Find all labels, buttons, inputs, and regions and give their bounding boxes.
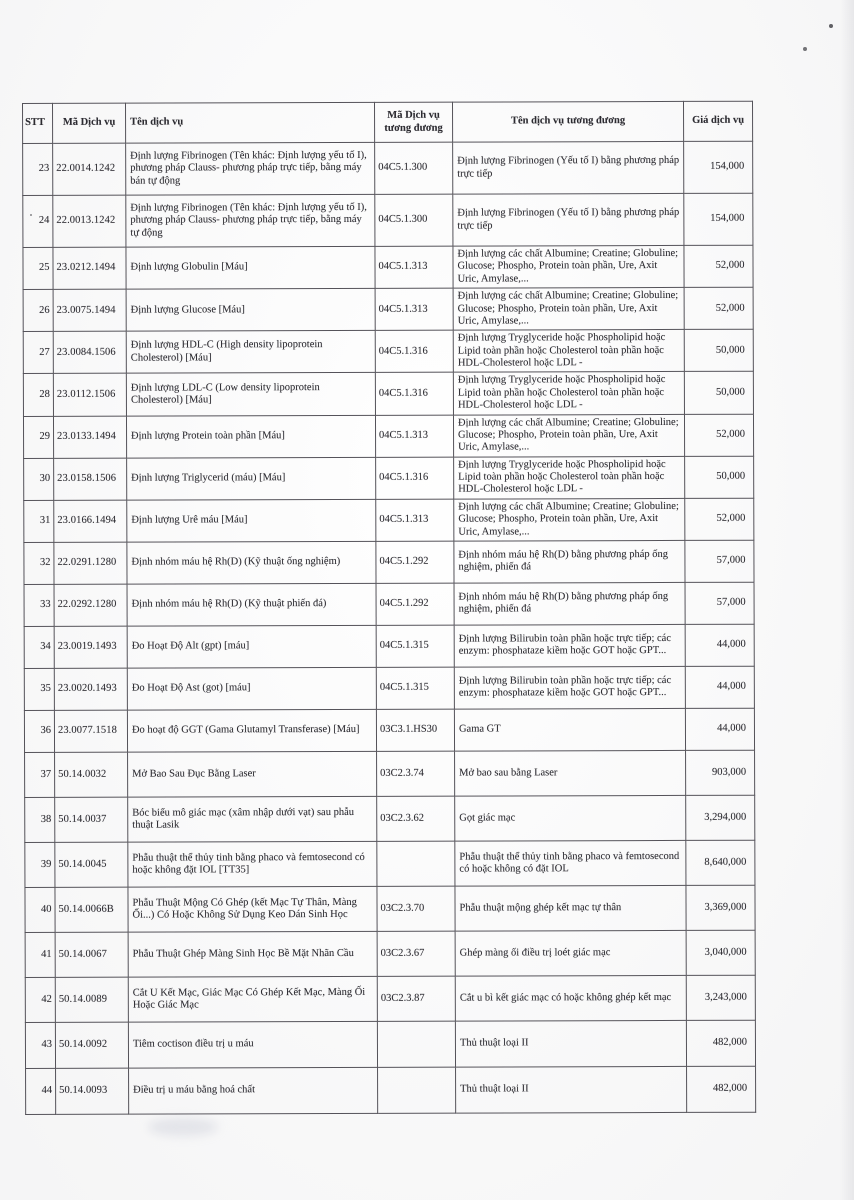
table-row	[25, 975, 755, 1022]
stt-cell: 33	[24, 584, 54, 626]
equiv-code-cell: 04C5.1.292	[376, 583, 454, 625]
table-row	[23, 141, 753, 195]
service-code-cell: 50.14.0092	[55, 1022, 128, 1068]
header-stt: STT	[23, 103, 53, 143]
table-row	[23, 245, 753, 289]
service-code-cell: 50.14.0045	[55, 842, 128, 887]
header-service-code: Mã Dịch vụ	[53, 103, 126, 143]
stt-cell: 32	[24, 542, 54, 584]
header-equiv-code: Mã Dịch vụ tương đương	[374, 102, 452, 142]
price-cell: 154,000	[684, 193, 753, 245]
price-cell: 52,000	[684, 414, 753, 456]
price-cell: 8,640,000	[686, 840, 755, 885]
table-row	[24, 498, 754, 542]
service-name-cell: Định lượng Protein toàn phần [Máu]	[126, 415, 375, 458]
service-code-cell: 23.0075.1494	[53, 289, 126, 331]
price-cell: 3,294,000	[686, 795, 755, 840]
price-cell: 154,000	[684, 141, 753, 193]
price-cell: 50,000	[684, 329, 753, 371]
service-name-cell: Mở Bao Sau Đục Bằng Laser	[128, 751, 377, 797]
equiv-code-cell: 03C2.3.62	[377, 796, 455, 841]
service-code-cell: 23.0158.1506	[54, 458, 127, 500]
equiv-name-cell: Gọt giác mạc	[455, 795, 686, 841]
equiv-code-cell: 04C5.1.315	[376, 625, 454, 667]
equiv-code-cell: 03C2.3.67	[377, 931, 455, 976]
stt-cell: 39	[25, 842, 55, 887]
stt-cell: 28	[23, 374, 53, 416]
service-name-cell: Tiêm coctison điều trị u máu	[128, 1021, 377, 1068]
stt-cell: 31	[24, 500, 54, 542]
service-code-cell: 50.14.0037	[55, 797, 128, 842]
service-name-cell: Định lượng Urê máu [Máu]	[127, 499, 376, 542]
equiv-code-cell: 04C5.1.315	[376, 667, 454, 709]
equiv-code-cell: 03C3.1.HS30	[376, 709, 454, 751]
header-equiv-name: Tên dịch vụ tương đương	[452, 101, 683, 142]
price-cell: 44,000	[685, 666, 754, 708]
price-cell: 52,000	[684, 287, 753, 329]
service-code-cell: 23.0133.1494	[53, 416, 126, 458]
price-cell: 44,000	[685, 708, 754, 750]
service-name-cell: Đo Hoạt Độ Alt (gpt) [máu]	[127, 625, 376, 668]
equiv-name-cell: Định lượng các chất Albumine; Creatine; Globuline; Glucose; Phospho, Protein toàn phần, Ure, Axit Uric, Amylase,...	[454, 498, 685, 541]
table-row	[24, 708, 754, 752]
equiv-code-cell	[378, 1067, 456, 1113]
table-row	[25, 750, 755, 797]
price-cell: 482,000	[686, 1020, 755, 1066]
service-code-cell: 22.0292.1280	[54, 584, 127, 626]
equiv-name-cell: Thủ thuật loại II	[456, 1066, 687, 1113]
price-cell: 57,000	[685, 582, 754, 624]
equiv-code-cell: 04C5.1.313	[375, 246, 453, 288]
service-code-cell: 50.14.0093	[56, 1068, 129, 1114]
equiv-name-cell: Ghép màng ối điều trị loét giác mạc	[455, 930, 686, 976]
service-name-cell: Đo Hoạt Độ Ast (got) [máu]	[127, 667, 376, 710]
service-name-cell: Định lượng Globulin [Máu]	[126, 246, 375, 289]
equiv-name-cell: Định nhóm máu hệ Rh(D) bằng phương pháp ống nghiệm, phiến đá	[454, 540, 685, 583]
scan-artifact-dot	[803, 47, 807, 51]
equiv-name-cell: Mở bao sau bằng Laser	[455, 750, 686, 796]
price-cell: 903,000	[686, 750, 755, 795]
price-cell: 50,000	[685, 456, 754, 498]
table-row	[23, 414, 753, 458]
service-code-cell: 23.0084.1506	[53, 331, 126, 373]
service-code-cell: 50.14.0066B	[55, 887, 128, 932]
table-row	[24, 540, 754, 584]
equiv-name-cell: Định lượng Bilirubin toàn phần hoặc trực tiếp; các enzym: phosphataze kiềm hoặc GOT hoặc GPT...	[454, 624, 685, 667]
equiv-name-cell: Gama GT	[454, 708, 685, 751]
stt-cell: 26	[23, 290, 53, 332]
table-header	[23, 101, 753, 143]
service-name-cell: Đo hoạt độ GGT (Gama Glutamyl Transferase) [Máu]	[127, 709, 376, 752]
service-code-cell: 23.0020.1493	[54, 668, 127, 710]
service-name-cell: Định lượng LDL-C (Low density lipoprotein Cholesterol) [Máu]	[126, 373, 375, 416]
equiv-name-cell: Định lượng Tryglyceride hoặc Phospholipid hoặc Lipid toàn phần hoặc Cholesterol toàn phần hoặc HDL-Cholesterol hoặc LDL -	[454, 456, 685, 499]
table-row	[23, 372, 753, 416]
service-name-cell: Cắt U Kết Mạc, Giác Mạc Có Ghép Kết Mạc, Màng Ối Hoặc Giác Mạc	[128, 976, 377, 1022]
equiv-code-cell: 04C5.1.313	[376, 499, 454, 541]
equiv-code-cell: 04C5.1.300	[375, 142, 453, 194]
equiv-name-cell: Định lượng Tryglyceride hoặc Phospholipid hoặc Lipid toàn phần hoặc Cholesterol toàn phần hoặc HDL-Cholesterol hoặc LDL -	[453, 372, 684, 415]
header-service-name: Tên dịch vụ	[126, 102, 375, 143]
equiv-name-cell: Định lượng Bilirubin toàn phần hoặc trực tiếp; các enzym: phosphataze kiềm hoặc GOT hoặc GPT...	[454, 666, 685, 709]
stt-cell: 41	[25, 932, 55, 977]
service-code-cell: 22.0291.1280	[54, 542, 127, 584]
equiv-name-cell: Định nhóm máu hệ Rh(D) bằng phương pháp ống nghiệm, phiến đá	[454, 582, 685, 625]
service-name-cell: Điều trị u máu bằng hoá chất	[129, 1067, 378, 1114]
price-cell: 44,000	[685, 624, 754, 666]
service-code-cell: 23.0166.1494	[54, 500, 127, 542]
stt-cell: 44	[26, 1068, 56, 1114]
scan-edge-shading	[840, 0, 854, 1200]
service-code-cell: 22.0014.1242	[53, 143, 126, 195]
stt-cell: 24	[23, 195, 53, 247]
price-cell: 3,369,000	[686, 885, 755, 930]
equiv-name-cell: Phẫu thuật mộng ghép kết mạc tự thân	[455, 885, 686, 931]
stt-cell: 34	[24, 626, 54, 668]
service-name-cell: Định lượng HDL-C (High density lipoprotein Cholesterol) [Máu]	[126, 331, 375, 374]
equiv-name-cell: Định lượng Tryglyceride hoặc Phospholipid hoặc Lipid toàn phần hoặc Cholesterol toàn phần hoặc HDL-Cholesterol hoặc LDL -	[453, 330, 684, 373]
service-name-cell: Định nhóm máu hệ Rh(D) (Kỹ thuật ống nghiệm)	[127, 541, 376, 584]
equiv-code-cell: 04C5.1.316	[375, 373, 453, 415]
table-row	[24, 666, 754, 710]
equiv-name-cell: Định lượng các chất Albumine; Creatine; Globuline; Glucose; Phospho, Protein toàn phần, Ure, Axit Uric, Amylase,...	[453, 245, 684, 288]
stt-cell: 37	[25, 752, 55, 797]
service-name-cell: Phẫu thuật thể thủy tinh bằng phaco và femtosecond có hoặc không đặt IOL [TT35]	[128, 841, 377, 887]
equiv-code-cell: 04C5.1.316	[376, 457, 454, 499]
table-row	[25, 930, 755, 977]
price-cell: 52,000	[685, 498, 754, 540]
service-name-cell: Định lượng Glucose [Máu]	[126, 289, 375, 332]
table-row	[25, 1020, 755, 1068]
service-name-cell: Định lượng Fibrinogen (Tên khác: Định lượng yếu tố I), phương pháp Clauss- phương pháp trực tiếp, bằng máy bán tự động	[126, 142, 375, 195]
price-cell: 52,000	[684, 245, 753, 287]
table-row	[24, 582, 754, 626]
equiv-code-cell	[377, 1021, 455, 1067]
equiv-code-cell: 04C5.1.313	[375, 288, 453, 330]
table-row	[24, 624, 754, 668]
equiv-code-cell: 04C5.1.316	[375, 330, 453, 372]
table-row	[24, 456, 754, 500]
scan-artifact-dot	[30, 214, 32, 216]
scan-smudge	[148, 1118, 218, 1136]
equiv-code-cell: 03C2.3.87	[377, 976, 455, 1021]
price-cell: 57,000	[685, 540, 754, 582]
service-code-cell: 23.0112.1506	[53, 374, 126, 416]
equiv-name-cell: Cắt u bì kết giác mạc có hoặc không ghép kết mạc	[455, 975, 686, 1021]
table-row	[25, 885, 755, 932]
stt-cell: 40	[25, 887, 55, 932]
equiv-code-cell: 03C2.3.70	[377, 886, 455, 931]
equiv-code-cell: 04C5.1.292	[376, 541, 454, 583]
header-price: Giá dịch vụ	[683, 101, 752, 141]
service-name-cell: Phẫu Thuật Mộng Có Ghép (kết Mạc Tự Thân, Màng Ối...) Có Hoặc Không Sử Dụng Keo Dán Sinh Học	[128, 886, 377, 932]
header-row	[23, 101, 753, 143]
equiv-name-cell: Định lượng Fibrinogen (Yếu tố I) bằng phương pháp trực tiếp	[453, 141, 684, 194]
service-code-cell: 50.14.0032	[55, 752, 128, 797]
service-code-cell: 50.14.0067	[55, 932, 128, 977]
service-code-cell: 22.0013.1242	[53, 195, 126, 247]
equiv-name-cell: Phẫu thuật thể thủy tinh bằng phaco và femtosecond có hoặc không có đặt IOL	[455, 840, 686, 886]
table-row	[23, 193, 753, 247]
equiv-name-cell: Định lượng các chất Albumine; Creatine; Globuline; Glucose; Phospho, Protein toàn phần, Ure, Axit Uric, Amylase,...	[453, 288, 684, 331]
service-code-cell: 23.0019.1493	[54, 626, 127, 668]
table-row	[25, 840, 755, 887]
stt-cell: 29	[23, 416, 53, 458]
service-name-cell: Định lượng Triglycerid (máu) [Máu]	[127, 457, 376, 500]
price-cell: 50,000	[684, 372, 753, 414]
service-name-cell: Định lượng Fibrinogen (Tên khác: Định lượng yếu tố I), phương pháp Clauss- phương pháp trực tiếp, bằng máy tự động	[126, 194, 375, 247]
equiv-name-cell: Thủ thuật loại II	[455, 1020, 686, 1067]
price-cell: 3,040,000	[686, 930, 755, 975]
table-row	[26, 1066, 756, 1114]
stt-cell: 38	[25, 797, 55, 842]
service-name-cell: Bóc biểu mô giác mạc (xâm nhập dưới vạt) sau phẫu thuật Lasik	[128, 796, 377, 842]
table-row	[25, 795, 755, 842]
table-row	[23, 329, 753, 373]
stt-cell: 23	[23, 143, 53, 195]
equiv-code-cell: 04C5.1.313	[375, 415, 453, 457]
stt-cell: 43	[25, 1022, 55, 1068]
service-code-cell: 23.0077.1518	[54, 710, 127, 752]
price-cell: 482,000	[687, 1066, 756, 1112]
stt-cell: 25	[23, 247, 53, 289]
stt-cell: 42	[25, 977, 55, 1022]
stt-cell: 30	[24, 458, 54, 500]
equiv-code-cell: 04C5.1.300	[375, 194, 453, 246]
service-price-table	[22, 101, 756, 1115]
equiv-code-cell	[377, 841, 455, 886]
service-name-cell: Phẫu Thuật Ghép Màng Sinh Học Bề Mặt Nhãn Cầu	[128, 931, 377, 977]
equiv-code-cell: 03C2.3.74	[377, 751, 455, 796]
service-name-cell: Định nhóm máu hệ Rh(D) (Kỹ thuật phiến đá)	[127, 583, 376, 626]
scan-artifact-dot	[829, 24, 833, 28]
price-cell: 3,243,000	[686, 975, 755, 1020]
equiv-name-cell: Định lượng Fibrinogen (Yếu tố I) bằng phương pháp trực tiếp	[453, 193, 684, 246]
stt-cell: 36	[24, 710, 54, 752]
equiv-name-cell: Định lượng các chất Albumine; Creatine; Globuline; Glucose; Phospho, Protein toàn phần, Ure, Axit Uric, Amylase,...	[453, 414, 684, 457]
table-body	[23, 141, 756, 1114]
service-code-cell: 23.0212.1494	[53, 247, 126, 289]
stt-cell: 35	[24, 668, 54, 710]
stt-cell: 27	[23, 332, 53, 374]
table-row	[23, 287, 753, 331]
service-code-cell: 50.14.0089	[55, 977, 128, 1022]
